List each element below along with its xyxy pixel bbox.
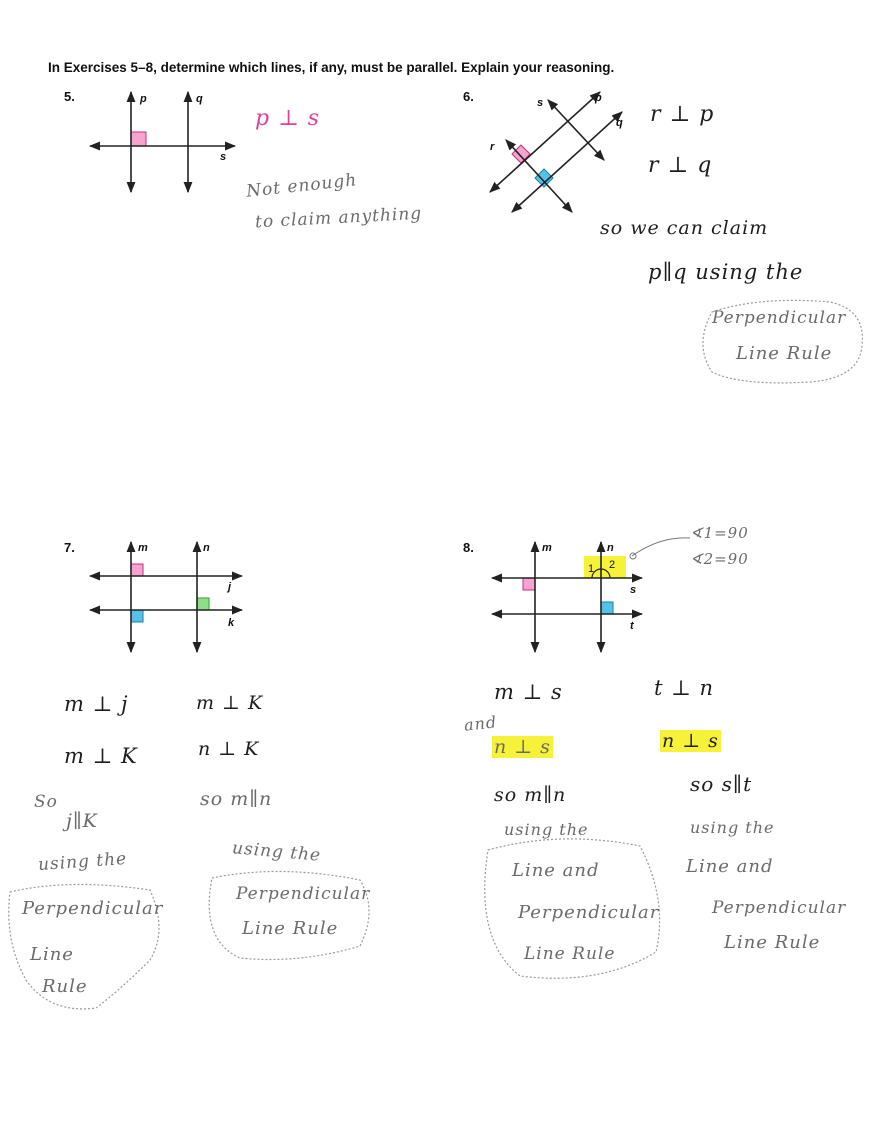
ex8-b1: t ⊥ n [654,676,715,700]
ex8-b-using: using the [690,818,775,837]
label-j: j [228,581,232,593]
ex7-a-rule1: Perpendicular [22,898,164,919]
ex7-a-result: j∥K [66,810,98,832]
ex7-b-result: so m∥n [200,788,273,810]
ex5-work-line1: p ⊥ s [255,106,321,131]
ex6-rule2: Line Rule [736,343,833,364]
label-q: q [196,93,203,105]
instructions: In Exercises 5–8, determine which lines, if any, must be parallel. Explain your reasoning. [48,60,615,75]
ex6-stmt1: r ⊥ p [650,102,715,127]
ex8-note2: ∢2=90 [690,550,749,568]
ex8-a-rule2: Perpendicular [518,902,660,923]
label-n: n [203,542,210,554]
label-s: s [537,97,544,109]
ex8-a1: m ⊥ s [494,680,563,704]
ex8-a-using: using the [504,820,589,839]
angle-1-label: 1 [588,563,595,575]
label-m: m [542,542,552,554]
ex7-b-rule2: Line Rule [242,918,339,939]
label-m: m [138,542,148,554]
exercise-6-number: 6. [463,89,474,104]
exercise-5-number: 5. [64,89,75,104]
label-p: p [595,92,602,104]
ex8-a-rule3: Line Rule [524,944,616,964]
ex6-claim: so we can claim [600,217,769,239]
ex7-a1: m ⊥ j [64,692,129,716]
ex8-a2: n ⊥ s [494,736,551,758]
ex5-work-line3: to claim anything [254,203,423,233]
ex7-a-using: using the [37,848,128,876]
label-p: p [140,93,147,105]
exercise-8-number: 8. [463,540,474,555]
ex6-result: p∥q using the [648,260,804,284]
ex5-work-line2: Not enough [245,170,359,202]
ex8-b-rule1: Line and [686,856,774,877]
ex6-stmt2: r ⊥ q [648,153,713,178]
label-r: r [490,141,495,153]
ex7-b2: n ⊥ K [198,738,260,760]
ex6-rule1: Perpendicular [712,308,847,328]
ex7-a-rule3: Rule [42,976,88,997]
ex8-a-and: and [463,712,498,735]
ex7-b-rule1: Perpendicular [236,884,371,904]
ex8-b-rule3: Line Rule [724,932,821,953]
ex8-b-result: so s∥t [690,772,753,796]
ex8-b-rule2: Perpendicular [712,898,847,918]
ex8-a-result: so m∥n [494,784,567,806]
ex8-b2: n ⊥ s [662,730,719,752]
label-s: s [630,584,637,596]
ex8-note1: ∢1=90 [690,524,749,542]
ex7-a2: m ⊥ K [64,744,138,768]
label-k: k [228,617,235,629]
ex7-b1: m ⊥ K [196,692,264,714]
angle-2-label: 2 [609,559,616,571]
ex7-b-using: using the [231,838,322,866]
label-s: s [220,151,227,163]
ex8-a-rule1: Line and [512,860,600,881]
exercise-7-number: 7. [64,540,75,555]
ex7-a-rule2: Line [30,944,74,965]
label-q: q [616,117,623,129]
ex7-a-so: So [34,792,58,812]
label-n: n [607,542,614,554]
label-t: t [630,620,634,632]
